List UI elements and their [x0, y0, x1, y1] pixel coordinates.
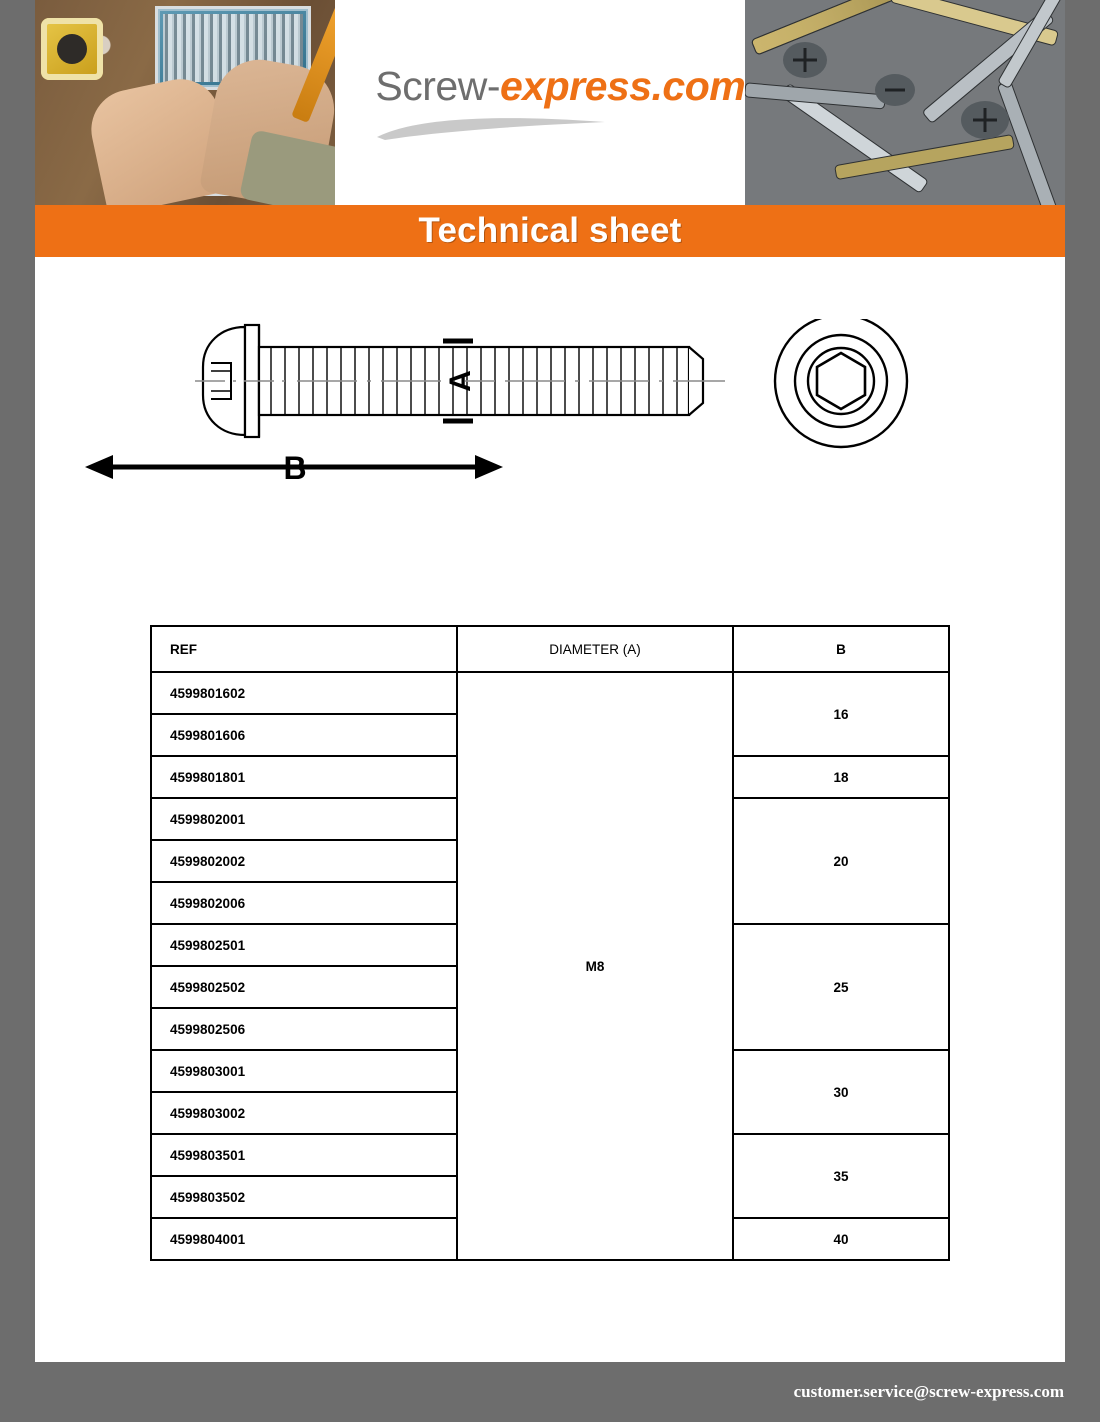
brand-logo	[375, 63, 745, 110]
cell-ref: 4599801606	[151, 714, 457, 756]
technical-sheet-banner	[35, 205, 1065, 257]
spec-table-wrapper	[150, 625, 950, 1261]
header-ref: REF	[151, 626, 457, 672]
screws-photo	[745, 0, 1065, 205]
table-header-row	[151, 626, 949, 672]
header-b: B	[733, 626, 949, 672]
cell-b: 30	[733, 1050, 949, 1134]
logo-swoosh-icon	[375, 112, 625, 142]
cell-ref: 4599804001	[151, 1218, 457, 1260]
logo-main-text: Screw-	[375, 63, 500, 109]
cell-b: 40	[733, 1218, 949, 1260]
cell-b: 35	[733, 1134, 949, 1218]
screw-technical-drawing	[35, 319, 1065, 549]
spec-table	[150, 625, 950, 1261]
workbench-photo	[35, 0, 335, 205]
header-diameter: DIAMETER (A)	[457, 626, 733, 672]
product-drawing	[35, 319, 1065, 599]
cell-ref: 4599803001	[151, 1050, 457, 1092]
page-header	[35, 0, 1065, 205]
cell-ref: 4599802002	[151, 840, 457, 882]
screws-photo-art	[745, 0, 1065, 205]
cell-ref: 4599803501	[151, 1134, 457, 1176]
dimension-label-b: B	[283, 450, 307, 486]
footer-email[interactable]: customer.service@screw-express.com	[793, 1382, 1064, 1401]
document-page	[35, 0, 1065, 1422]
cell-ref: 4599802501	[151, 924, 457, 966]
cell-b: 16	[733, 672, 949, 756]
cell-ref: 4599802502	[151, 966, 457, 1008]
cell-ref: 4599802001	[151, 798, 457, 840]
cell-ref: 4599802506	[151, 1008, 457, 1050]
cell-ref: 4599801801	[151, 756, 457, 798]
cell-b: 18	[733, 756, 949, 798]
dimension-label-a: A	[444, 370, 477, 392]
cell-diameter: M8	[457, 672, 733, 1260]
cell-ref: 4599803502	[151, 1176, 457, 1218]
cell-ref: 4599801602	[151, 672, 457, 714]
cell-ref: 4599802006	[151, 882, 457, 924]
tape-measure-icon	[41, 18, 103, 80]
cell-ref: 4599803002	[151, 1092, 457, 1134]
table-body	[151, 672, 949, 1260]
technical-sheet-title: Technical sheet	[418, 211, 682, 250]
logo-area	[335, 0, 745, 205]
cell-b: 25	[733, 924, 949, 1050]
logo-accent-text: express.com	[499, 63, 746, 109]
cell-b: 20	[733, 798, 949, 924]
page-footer	[0, 1362, 1100, 1422]
table-row	[151, 672, 949, 714]
